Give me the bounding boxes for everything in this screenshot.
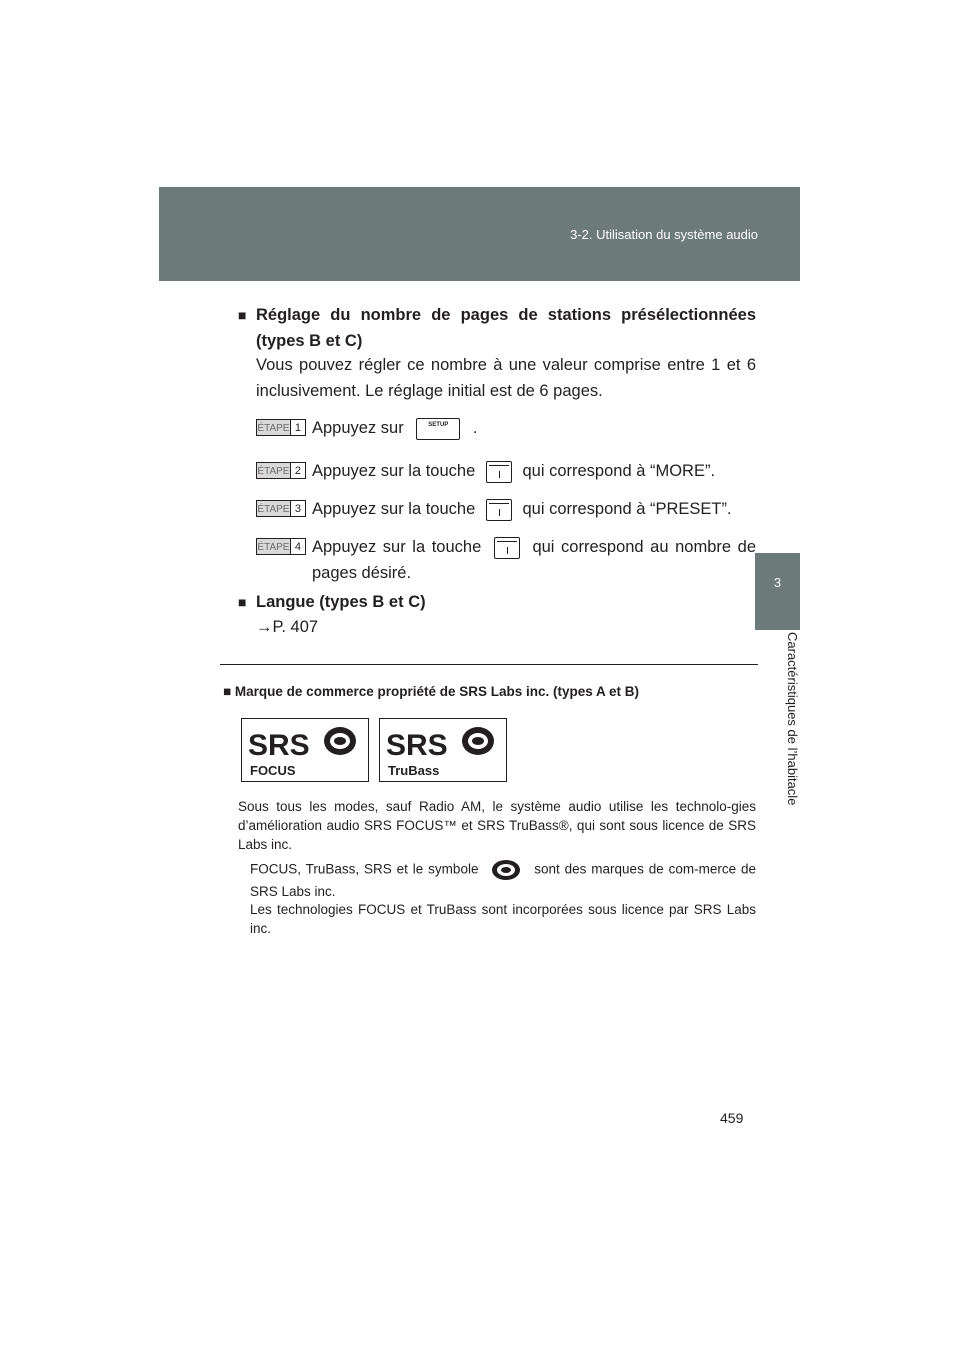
- svg-text:SRS: SRS: [386, 729, 448, 762]
- srs-symbol-icon: [489, 858, 523, 882]
- srs-logo-icon: [242, 719, 368, 781]
- step-text: Appuyez sur: [312, 419, 404, 437]
- srs-trubass-logo: [379, 718, 507, 782]
- chapter-vertical-label: Caractéristiques de l’habitacle: [785, 632, 800, 806]
- soft-key-icon: [494, 537, 520, 559]
- square-bullet-icon: ■: [238, 594, 247, 610]
- srs-logo-icon: [380, 719, 506, 781]
- section-title-preset-pages: [238, 302, 756, 354]
- square-bullet-icon: ■: [238, 307, 247, 323]
- step-badge: ÉTAPE 3: [256, 500, 306, 517]
- step-3: [256, 496, 756, 522]
- step-text: Appuyez sur la touche: [312, 462, 476, 480]
- step-4: [256, 534, 756, 586]
- chapter-tab-number: 3: [773, 575, 782, 590]
- section-title-text: Réglage du nombre de pages de stations présélectionnées (types B et C): [256, 306, 756, 350]
- note-paragraph-2: FOCUS, TruBass, SRS et le symbole sont des marques de com-merce de SRS Labs inc.: [250, 858, 756, 901]
- step-text-after: qui correspond à “MORE”.: [522, 462, 716, 480]
- section-title-text: Langue (types B et C): [256, 593, 426, 611]
- step-badge: ÉTAPE 4: [256, 538, 306, 555]
- note-paragraph-3: Les technologies FOCUS et TruBass sont incorporées sous licence par SRS Labs inc.: [250, 902, 756, 936]
- chapter-header-band: [159, 187, 800, 281]
- square-bullet-icon: ■: [223, 684, 232, 699]
- step-badge: ÉTAPE 2: [256, 462, 306, 479]
- chapter-header-title: 3-2. Utilisation du système audio: [570, 227, 758, 242]
- step-text: Appuyez sur la touche: [312, 500, 476, 518]
- setup-button-icon: SETUP: [416, 418, 460, 440]
- section-paragraph: Vous pouvez régler ce nombre à une valeur comprise entre 1 et 6 inclusivement. Le réglage initial est de 6 pages.: [256, 356, 756, 400]
- page-reference-link[interactable]: →P. 407: [256, 618, 319, 636]
- note-title: [223, 684, 639, 699]
- note-title-text: Marque de commerce propriété de SRS Labs inc. (types A et B): [234, 684, 640, 699]
- svg-text:TruBass: TruBass: [388, 763, 440, 778]
- svg-text:SRS: SRS: [248, 729, 310, 762]
- soft-key-icon: [486, 499, 512, 521]
- srs-focus-logo: [241, 718, 369, 782]
- step-badge: ÉTAPE 1: [256, 419, 306, 436]
- step-2: [256, 458, 756, 484]
- soft-key-icon: [486, 461, 512, 483]
- page-number: 459: [720, 1110, 744, 1126]
- step-text-after: qui correspond à “PRESET”.: [522, 500, 732, 518]
- svg-text:FOCUS: FOCUS: [250, 763, 296, 778]
- section-title-language: [238, 589, 756, 615]
- chapter-side-tab: [755, 553, 800, 630]
- step-text-after: .: [472, 419, 478, 437]
- section-divider: [220, 664, 758, 665]
- note-paragraph-1: Sous tous les modes, sauf Radio AM, le système audio utilise les technolo-gies d’amélioration audio SRS FOCUS™ et SRS TruBass®, qui sont sous licence de SRS Labs inc.: [238, 799, 756, 852]
- step-1: [256, 415, 756, 441]
- step-text: Appuyez sur la touche qui correspond au nombre de pages désiré.: [312, 538, 756, 582]
